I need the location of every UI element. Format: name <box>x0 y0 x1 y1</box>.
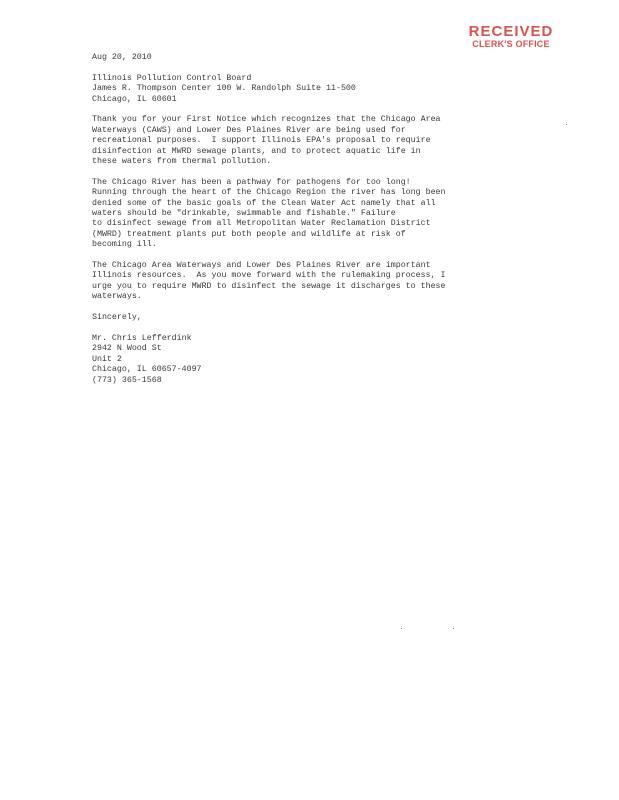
signature-block <box>92 334 502 386</box>
paragraph-line: these waters from thermal pollution. <box>92 157 272 167</box>
paragraph-line: waterways. <box>92 292 142 302</box>
signature-name: Mr. Chris Lefferdink <box>92 333 192 343</box>
signature-city: Chicago, IL 60657-4097 <box>92 365 202 375</box>
paragraph-line: denied some of the basic goals of the Clean Water Act namely that all <box>92 198 436 208</box>
closing: Sincerely, <box>92 313 142 323</box>
paragraph-line: Waterways (CAWS) and Lower Des Plaines River are being used for <box>92 125 406 135</box>
letter-body <box>92 53 502 386</box>
paragraph-line: waters should be "drinkable, swimmable and fishable." Failure <box>92 209 396 219</box>
spacer <box>92 63 502 73</box>
paragraph-line: to disinfect sewage from all Metropolitan Water Reclamation District <box>92 219 431 229</box>
paragraph-line: becoming ill. <box>92 240 157 250</box>
scan-speck <box>566 124 567 125</box>
recipient-line: James R. Thompson Center 100 W. Randolph Suite 11-500 <box>92 84 356 94</box>
spacer <box>92 105 502 115</box>
recipient-line: Chicago, IL 60601 <box>92 94 177 104</box>
paragraph-2 <box>92 178 502 251</box>
spacer <box>92 251 502 261</box>
paragraph-line: (MWRD) treatment plants put both people and wildlife at risk of <box>92 229 406 239</box>
paragraph-line: disinfection at MWRD sewage plants, and to protect aquatic life in <box>92 146 421 156</box>
paragraph-line: Running through the heart of the Chicago Region the river has long been <box>92 188 446 198</box>
spacer <box>92 323 502 333</box>
scan-speck <box>453 628 454 629</box>
signature-phone: (773) 365-1568 <box>92 375 162 385</box>
paragraph-line: The Chicago River has been a pathway for pathogens for too long! <box>92 177 411 187</box>
stamp-received-text: RECEIVED <box>468 23 554 40</box>
signature-street: 2942 N Wood St <box>92 344 162 354</box>
received-stamp <box>456 24 566 49</box>
paragraph-line: Thank you for your First Notice which recognizes that the Chicago Area <box>92 115 441 125</box>
signature-unit: Unit 2 <box>92 354 122 364</box>
recipient-address <box>92 74 502 105</box>
paragraph-line: The Chicago Area Waterways and Lower Des Plaines River are important <box>92 261 431 271</box>
paragraph-line: recreational purposes. I support Illinois EPA's proposal to require <box>92 136 431 146</box>
paragraph-line: Illinois resources. As you move forward with the rulemaking process, I <box>92 271 446 281</box>
spacer <box>92 167 502 177</box>
spacer <box>92 303 502 313</box>
paragraph-3 <box>92 261 502 303</box>
paragraph-line: urge you to require MWRD to disinfect the sewage it discharges to these <box>92 281 446 291</box>
recipient-line: Illinois Pollution Control Board <box>92 73 252 83</box>
letter-date: Aug 20, 2010 <box>92 53 152 62</box>
stamp-office-text: CLERK'S OFFICE <box>472 39 550 49</box>
scan-speck <box>401 628 402 629</box>
paragraph-1 <box>92 115 502 167</box>
